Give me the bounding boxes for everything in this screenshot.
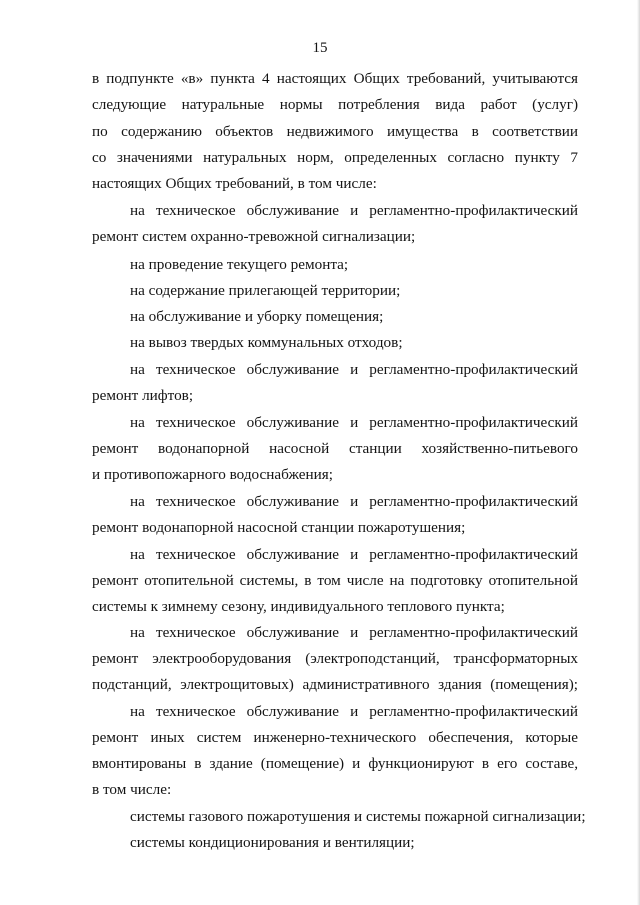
text-line: ремонт электрооборудования (электроподстанций, трансформаторных xyxy=(92,650,578,667)
text-line: на техническое обслуживание и регламентно-профилактический xyxy=(130,546,578,563)
text-line: на техническое обслуживание и регламентно-профилактический xyxy=(130,624,578,641)
text-line: на техническое обслуживание и регламентно-профилактический xyxy=(130,414,578,431)
text-line: ремонт отопительной системы, в том числе на подготовку отопительной xyxy=(92,572,578,589)
text-line: на техническое обслуживание и регламентно-профилактический xyxy=(130,493,578,510)
text-line: на обслуживание и уборку помещения; xyxy=(130,308,384,325)
text-line: на проведение текущего ремонта; xyxy=(130,256,349,273)
text-line: со значениями натуральных норм, определенных согласно пункту 7 xyxy=(92,149,578,166)
text-line: и противопожарного водоснабжения; xyxy=(92,466,333,483)
text-line: системы кондиционирования и вентиляции; xyxy=(130,834,415,851)
text-line: вмонтированы в здание (помещение) и функционируют в его составе, xyxy=(92,755,578,772)
text-line: ремонт иных систем инженерно-технического обеспечения, которые xyxy=(92,729,578,746)
text-line: на техническое обслуживание и регламентно-профилактический xyxy=(130,202,578,219)
text-line: ремонт водонапорной насосной станции хозяйственно-питьевого xyxy=(92,440,578,457)
text-line: по содержанию объектов недвижимого имущества в соответствии xyxy=(92,123,578,140)
page-number: 15 xyxy=(312,40,328,56)
text-line: подстанций, электрощитовых) административного здания (помещения); xyxy=(92,676,578,693)
text-line: в том числе: xyxy=(92,781,172,798)
text-line: ремонт лифтов; xyxy=(92,387,194,404)
text-line: ремонт систем охранно-тревожной сигнализации; xyxy=(92,228,416,245)
text-line: на техническое обслуживание и регламентно-профилактический xyxy=(130,361,578,378)
text-line: системы газового пожаротушения и системы пожарной сигнализации; xyxy=(130,808,586,825)
text-line: системы к зимнему сезону, индивидуального теплового пункта; xyxy=(92,598,505,615)
text-line: настоящих Общих требований, в том числе: xyxy=(92,175,377,192)
text-line: следующие натуральные нормы потребления вида работ (услуг) xyxy=(92,96,578,113)
text-line: на вывоз твердых коммунальных отходов; xyxy=(130,334,403,351)
text-line: в подпункте «в» пункта 4 настоящих Общих требований, учитываются xyxy=(92,70,578,87)
text-line: на техническое обслуживание и регламентно-профилактический xyxy=(130,703,578,720)
text-line: ремонт водонапорной насосной станции пожаротушения; xyxy=(92,519,466,536)
text-line: на содержание прилегающей территории; xyxy=(130,282,401,299)
